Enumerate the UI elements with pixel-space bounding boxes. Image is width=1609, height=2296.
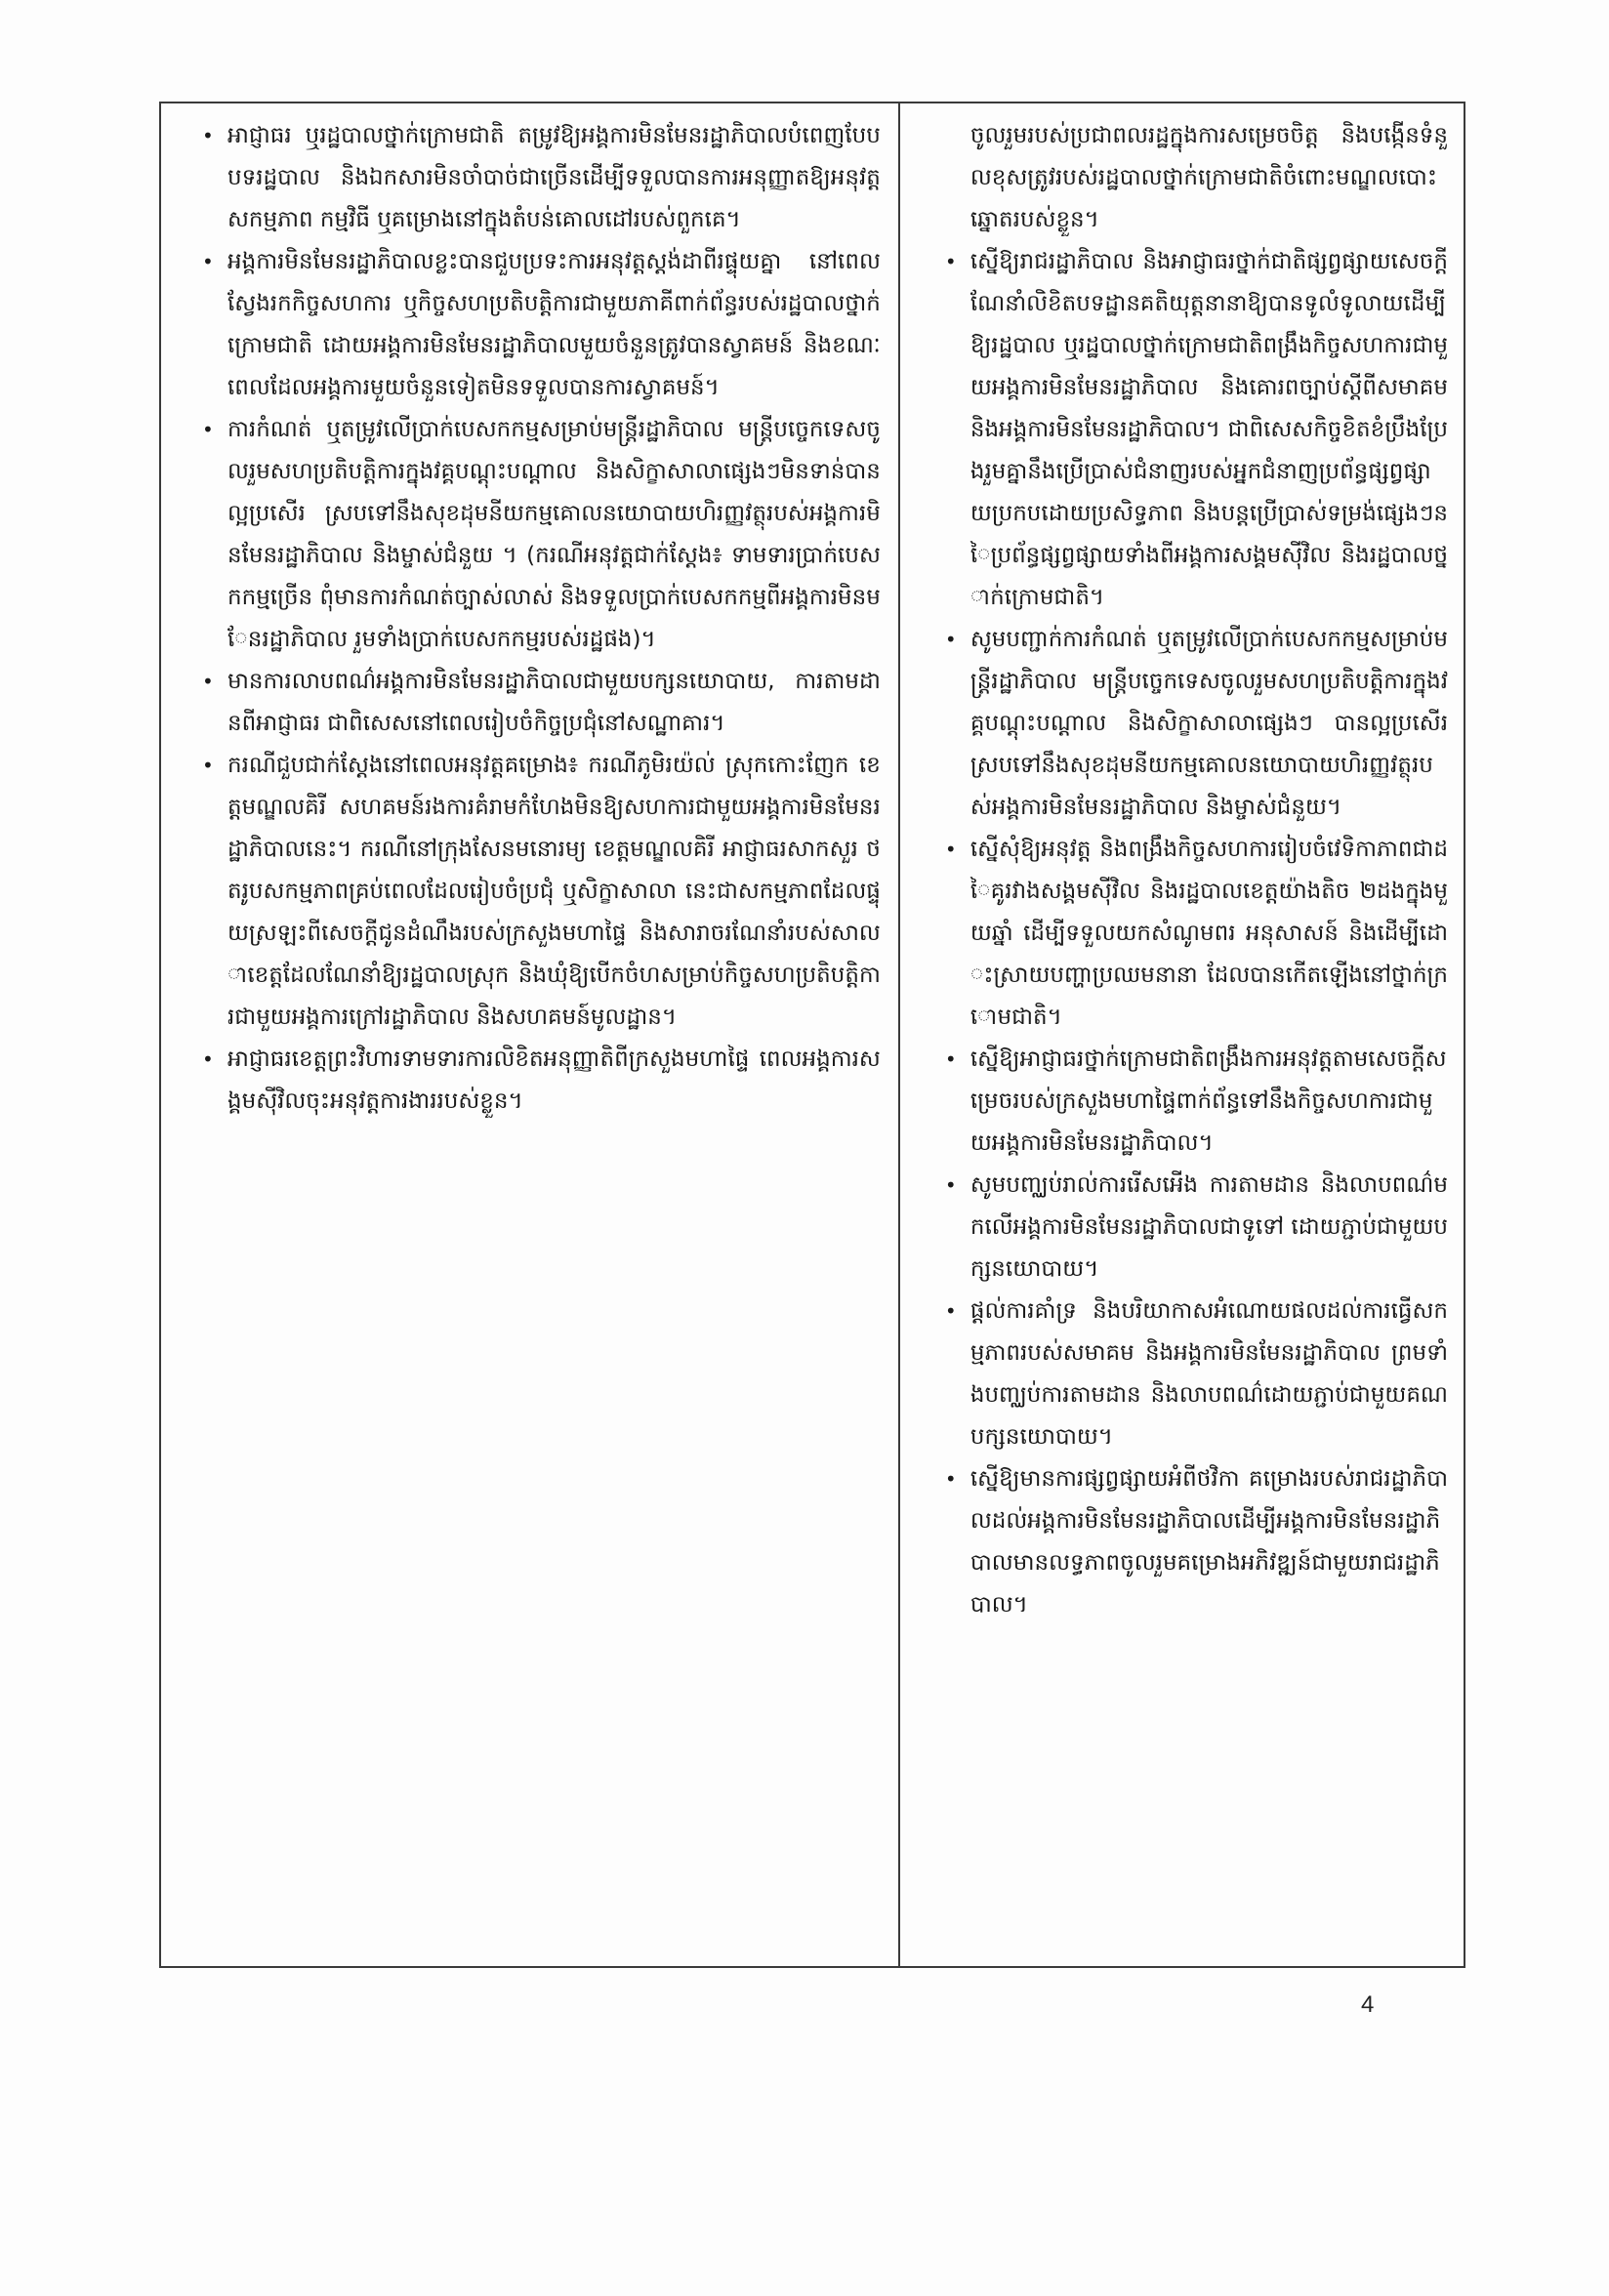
left-bullet-list [202, 115, 881, 1123]
bullet-text: ករណីជួបជាក់ស្តែងនៅពេលអនុវត្តគម្រោង៖ ករណីភូមិរយ៉ល់ ស្រុកកោះញែក ខេត្តមណ្ឌលគិរី សហគមន៍រងការគំរាមកំហែងមិនឱ្យសហការជាមួយអង្គការមិនមែនរដ្ឋាភិបាលនេះ។ ករណីនៅក្រុងសែនមនោរម្យ ខេត្តមណ្ឌលគិរី អាជ្ញាធរសាកសួរ ថតរូបសកម្មភាពគ្រប់ពេលដែលរៀបចំប្រជុំ ឬសិក្ខាសាលា នេះជាសកម្មភាពដែលផ្ទុយស្រឡះពីសេចក្តីជូនដំណឹងរបស់ក្រសួងមហាផ្ទៃ និងសារាចរណែនាំរបស់សាលាខេត្តដែលណែនាំឱ្យរដ្ឋបាលស្រុក និងឃុំឱ្យបើកចំហសម្រាប់កិច្ចសហប្រតិបត្តិការជាមួយអង្គការក្រៅរដ្ឋាភិបាល និងសហគមន៍មូលដ្ឋាន។ [227, 753, 881, 1030]
two-column-table [159, 102, 1465, 1968]
right-column-continuation-text: ចូលរួមរបស់ប្រជាពលរដ្ឋក្នុងការសម្រេចចិត្ត និងបង្កើនទំនួលខុសត្រូវរបស់រដ្ឋបាលថ្នាក់ក្រោមជាតិចំពោះមណ្ឌលបោះឆ្នោតរបស់ខ្លួន។ [970, 123, 1448, 232]
bullet-item [202, 409, 881, 661]
bullet-item [945, 241, 1448, 619]
bullet-icon: • [202, 670, 214, 693]
bullet-icon: • [202, 754, 214, 777]
bullet-text: សូមបញ្ជាក់ការកំណត់ ឬតម្រូវលើប្រាក់បេសកកម្មសម្រាប់មន្ត្រីរដ្ឋាភិបាល មន្ត្រីបច្ចេកទេសចូលរួមសហប្រតិបត្តិការក្នុងវគ្គបណ្តុះបណ្តាល និងសិក្ខាសាលាផ្សេងៗ បានល្អប្រសើរ ស្របទៅនឹងសុខដុមនីយកម្មគោលនយោបាយហិរញ្ញវត្ថុរបស់អង្គការមិនមែនរដ្ឋាភិបាល និងម្ចាស់ជំនួយ។ [970, 627, 1448, 820]
bullet-text: ស្នើសុំឱ្យអនុវត្ត និងពង្រឹងកិច្ចសហការរៀបចំវេទិកាភាពជាដៃគូរវាងសង្គមស៊ីវិល និងរដ្ឋបាលខេត្តយ៉ាងតិច ២ដងក្នុងមួយឆ្នាំ ដើម្បីទទួលយកសំណូមពរ អនុសាសន៍ និងដើម្បីដោះស្រាយបញ្ហាប្រឈមនានា ដែលបានកើតឡើងនៅថ្នាក់ក្រោមជាតិ។ [970, 837, 1448, 1030]
bullet-text: សូមបញ្ឈប់រាល់ការរើសអើង ការតាមដាន និងលាបពណ៌មកលើអង្គការមិនមែនរដ្ឋាភិបាលជាទូទៅ ដោយភ្ជាប់ជាមួយបក្សនយោបាយ។ [970, 1172, 1448, 1282]
bullet-item [202, 745, 881, 1039]
bullet-text: ស្នើឱ្យអាជ្ញាធរថ្នាក់ក្រោមជាតិពង្រឹងការអនុវត្តតាមសេចក្តីសម្រេចរបស់ក្រសួងមហាផ្ទៃពាក់ព័ន្ធទៅនឹងកិច្ចសហការជាមួយអង្គការមិនមែនរដ្ឋាភិបាល។ [970, 1046, 1447, 1156]
bullet-text: ស្នើឱ្យមានការផ្សព្វផ្សាយអំពីថវិកា គម្រោងរបស់រាជរដ្ឋាភិបាលដល់អង្គការមិនមែនរដ្ឋាភិបាលដើម្បីអង្គការមិនមែនរដ្ឋាភិបាលមានលទ្ធភាពចូលរួមគម្រោងអភិវឌ្ឍន៍ជាមួយរាជរដ្ឋាភិបាល។ [970, 1466, 1448, 1618]
right-column [900, 103, 1464, 1966]
bullet-text: អាជ្ញាធរ ឬរដ្ឋបាលថ្នាក់ក្រោមជាតិ តម្រូវឱ្យអង្គការមិនមែនរដ្ឋាភិបាលបំពេញបែបបទរដ្ឋបាល និងឯកសារមិនចាំបាច់ជាច្រើនដើម្បីទទួលបានការអនុញ្ញាតឱ្យអនុវត្តសកម្មភាព កម្មវិធី ឬគម្រោងនៅក្នុងតំបន់គោលដៅរបស់ពួកគេ។ [227, 123, 881, 232]
bullet-icon: • [202, 1047, 214, 1071]
bullet-item [945, 1291, 1448, 1458]
right-bullet-list [945, 241, 1448, 1626]
bullet-text: អាជ្ញាធរខេត្តព្រះវិហារទាមទារការលិខិតអនុញ្ញាតិពីក្រសួងមហាផ្ទៃ ពេលអង្គការសង្គមស៊ីវិលចុះអនុវត្តការងាររបស់ខ្លួន។ [227, 1046, 881, 1114]
bullet-icon: • [944, 1173, 957, 1197]
bullet-item [945, 619, 1448, 829]
bullet-icon: • [944, 1467, 957, 1491]
bullet-text: មានការលាបពណ៌អង្គការមិនមែនរដ្ឋាភិបាលជាមួយបក្សនយោបាយ, ការតាមដានពីអាជ្ញាធរ ជាពិសេសនៅពេលរៀបចំកិច្ចប្រជុំនៅសណ្ឋាគារ។ [227, 669, 881, 736]
bullet-text: ការកំណត់ ឬតម្រូវលើប្រាក់បេសកកម្មសម្រាប់មន្ត្រីរដ្ឋាភិបាល មន្ត្រីបច្ចេកទេសចូលរួមសហប្រតិបត្តិការក្នុងវគ្គបណ្តុះបណ្តាល និងសិក្ខាសាលាផ្សេងៗមិនទាន់បានល្អប្រសើរ ស្របទៅនឹងសុខដុមនីយកម្មគោលនយោបាយហិរញ្ញវត្ថុរបស់អង្គការមិនមែនរដ្ឋាភិបាល និងម្ចាស់ជំនួយ ។ (ករណីអនុវត្តជាក់ស្តែង៖ ទាមទារប្រាក់បេសកកម្មច្រើន ពុំមានការកំណត់ច្បាស់លាស់ និងទទួលប្រាក់បេសកកម្មពីអង្គការមិនមែនរដ្ឋាភិបាល រួមទាំងប្រាក់បេសកកម្មរបស់រដ្ឋផង)។ [227, 417, 881, 652]
bullet-item [202, 1039, 881, 1123]
bullet-icon: • [202, 124, 214, 147]
bullet-item [945, 1458, 1448, 1626]
bullet-icon: • [202, 250, 214, 273]
bullet-icon: • [944, 1047, 957, 1071]
bullet-icon: • [944, 838, 957, 861]
page-number: 4 [1361, 1991, 1375, 2018]
bullet-item [202, 115, 881, 241]
bullet-item [945, 829, 1448, 1039]
bullet-icon: • [944, 628, 957, 651]
bullet-text: ស្នើឱ្យរាជរដ្ឋាភិបាល និងអាជ្ញាធរថ្នាក់ជាតិផ្សព្វផ្សាយសេចក្តីណែនាំលិខិតបទដ្ឋានគតិយុត្តនានាឱ្យបានទូលំទូលាយដើម្បីឱ្យរដ្ឋបាល ឬរដ្ឋបាលថ្នាក់ក្រោមជាតិពង្រឹងកិច្ចសហការជាមួយអង្គការមិនមែនរដ្ឋាភិបាល និងគោរពច្បាប់ស្តីពីសមាគម និងអង្គការមិនមែនរដ្ឋាភិបាល។ ជាពិសេសកិច្ចខិតខំប្រឹងប្រែងរួមគ្នានឹងប្រើប្រាស់ជំនាញរបស់អ្នកជំនាញប្រព័ន្ធផ្សព្វផ្សាយប្រកបដោយប្រសិទ្ធភាព និងបន្តប្រើប្រាស់ទម្រង់ផ្សេងៗនៃប្រព័ន្ធផ្សព្វផ្សាយទាំងពីអង្គការសង្គមស៊ីវិល និងរដ្ឋបាលថ្នាក់ក្រោមជាតិ។ [970, 249, 1448, 610]
left-column [161, 103, 900, 1966]
bullet-icon: • [202, 418, 214, 441]
bullet-item [202, 241, 881, 409]
bullet-text: ផ្តល់ការគាំទ្រ និងបរិយាកាសអំណោយផលដល់ការធ្វើសកម្មភាពរបស់សមាគម និងអង្គការមិនមែនរដ្ឋាភិបាល ព្រមទាំងបញ្ឈប់ការតាមដាន និងលាបពណ៌ដោយភ្ជាប់ជាមួយគណបក្សនយោបាយ។ [970, 1298, 1448, 1450]
bullet-item [945, 1039, 1448, 1165]
bullet-icon: • [944, 1299, 957, 1323]
bullet-text: អង្គការមិនមែនរដ្ឋាភិបាលខ្លះបានជួបប្រទះការអនុវត្តស្តង់ដាពីរផ្ទុយគ្នា នៅពេលស្វែងរកកិច្ចសហការ ឬកិច្ចសហប្រតិបត្តិការជាមួយភាគីពាក់ព័ន្ធរបស់រដ្ឋបាលថ្នាក់ក្រោមជាតិ ដោយអង្គការមិនមែនរដ្ឋាភិបាលមួយចំនួនត្រូវបានស្វាគមន៍ និងខណៈពេលដែលអង្គការមួយចំនួនទៀតមិនទទួលបានការស្វាគមន៍។ [227, 249, 881, 400]
bullet-item [202, 661, 881, 745]
bullet-icon: • [944, 250, 957, 273]
bullet-item [945, 1165, 1448, 1291]
